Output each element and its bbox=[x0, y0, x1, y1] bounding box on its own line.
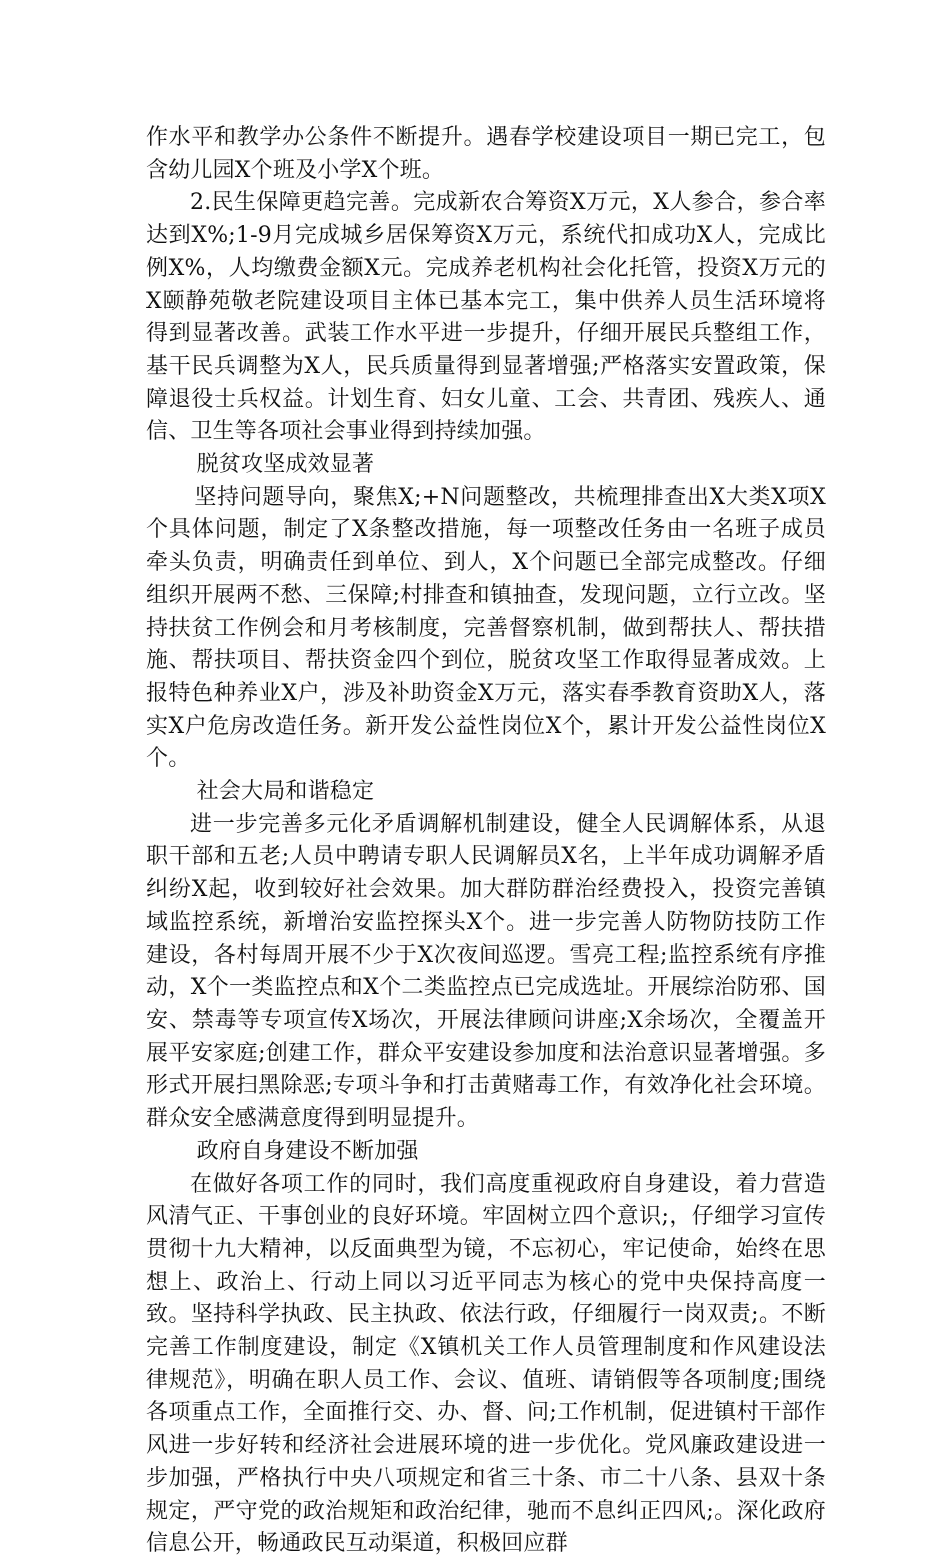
paragraph-poverty-alleviation: 坚持问题导向，聚焦X;+N问题整改，共梳理排查出X大类X项X个具体问题，制定了X条整改措施，每一项整改任务由一名班子成员牵头负责，明确责任到单位、到人，X个问题已全部完成整改。仔细组织开展两不愁、三保障;村排查和镇抽查，发现问题，立行立改。坚持扶贫工作例会和月考核制度，完善督察机制，做到帮扶人、帮扶措施、帮扶项目、帮扶资金四个到位，脱贫攻坚工作取得显著成效。上报特色种养业X户，涉及补助资金X万元，落实春季教育资助X人，落实X户危房改造任务。新开发公益性岗位X个，累计开发公益性岗位X个。 bbox=[146, 484, 826, 772]
heading-government-building: 政府自身建设不断加强 bbox=[196, 1138, 419, 1164]
heading-social-stability: 社会大局和谐稳定 bbox=[196, 779, 375, 805]
paragraph-livelihood: 2.民生保障更趋完善。完成新农合筹资X万元，X人参合，参合率达到X%;1-9月完成城乡居保筹资X万元，系统代扣成功X人，完成比例X%，人均缴费金额X元。完成养老机构社会化托管，投资X万元的X颐静苑敬老院建设项目主体已基本完工，集中供养人员生活环境将得到显著改善。武装工作水平进一步提升，仔细开展民兵整组工作，基干民兵调整为X人，民兵质量得到显著增强;严格落实安置政策，保障退役士兵权益。计划生育、妇女儿童、工会、共青团、残疾人、通信、卫生等各项社会事业得到持续加强。 bbox=[146, 190, 826, 445]
paragraph-social-stability: 进一步完善多元化矛盾调解机制建设，健全人民调解体系，从退职干部和五老;人员中聘请专职人民调解员X名，上半年成功调解矛盾纠纷X起，收到较好社会效果。加大群防群治经费投入，投资完善镇域监控系统，新增治安监控探头X个。进一步完善人防物防技防工作建设，各村每周开展不少于X次夜间巡逻。雪亮工程;监控系统有序推动，X个一类监控点和X个二类监控点已完成选址。开展综治防邪、国安、禁毒等专项宣传X场次，开展法律顾问讲座;X余场次，全覆盖开展平安家庭;创建工作，群众平安建设参加度和法治意识显著增强。多形式开展扫黑除恶;专项斗争和打击黄赌毒工作，有效净化社会环境。群众安全感满意度得到明显提升。 bbox=[146, 811, 826, 1132]
heading-poverty-alleviation: 脱贫攻坚成效显著 bbox=[196, 452, 375, 478]
document-page bbox=[146, 122, 826, 1561]
paragraph-education-continued: 作水平和教学办公条件不断提升。遇春学校建设项目一期已完工，包含幼儿园X个班及小学X个班。 bbox=[146, 125, 826, 183]
paragraph-government-building: 在做好各项工作的同时，我们高度重视政府自身建设，着力营造风清气正、干事创业的良好环境。牢固树立四个意识;，仔细学习宣传贯彻十九大精神，以反面典型为镜，不忘初心，牢记使命，始终在思想上、政治上、行动上同以习近平同志为核心的党中央保持高度一致。坚持科学执政、民主执政、依法行政，仔细履行一岗双责;。不断完善工作制度建设，制定《X镇机关工作人员管理制度和作风建设法律规范》，明确在职人员工作、会议、值班、请销假等各项制度;围绕各项重点工作，全面推行交、办、督、问;工作机制，促进镇村干部作风进一步好转和经济社会进展环境的进一步优化。党风廉政建设进一步加强，严格执行中央八项规定和省三十条、市二十八条、县双十条规定，严守党的政治规矩和政治纪律，驰而不息纠正四风;。深化政府信息公开，畅通政民互动渠道，积极回应群 bbox=[146, 1171, 826, 1557]
